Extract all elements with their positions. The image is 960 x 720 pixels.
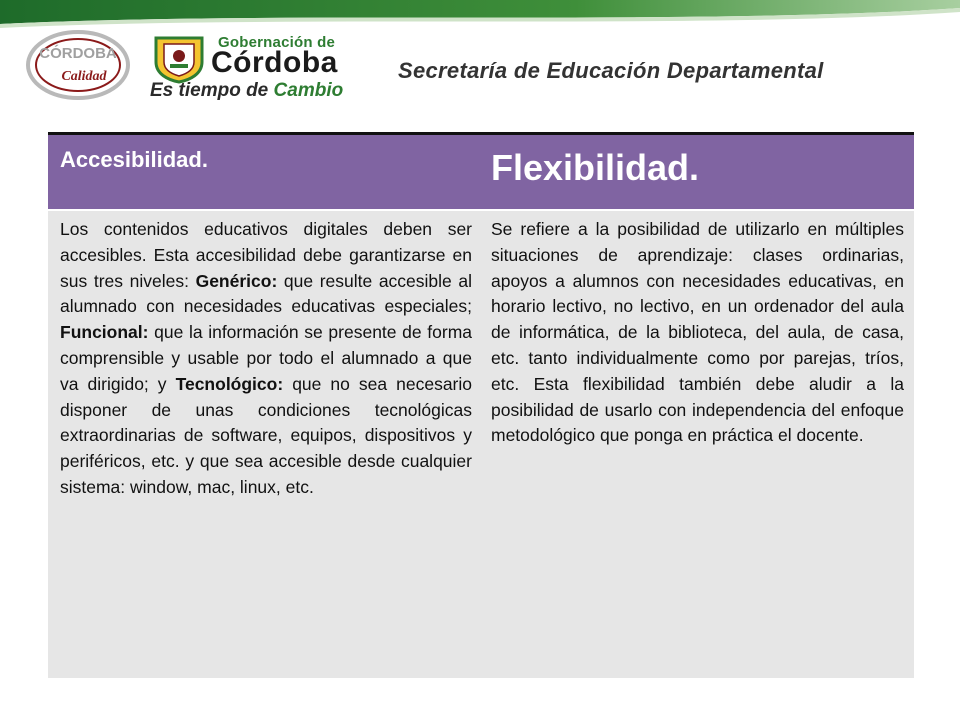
slogan-prefix: Es tiempo de	[150, 80, 274, 101]
header-flexibilidad: Flexibilidad.	[491, 147, 700, 188]
text-segment: que no sea necesario disponer de unas condiciones tecnológicas extraordinarias de software, equipos, dispositivos y periféricos, etc. y que sea accesible desde cualquier sistema: window, mac, linux, etc.	[60, 373, 472, 497]
table-body-row	[48, 209, 914, 678]
header-accesibilidad: Accesibilidad.	[60, 147, 208, 172]
gobernacion-label: Gobernación de	[218, 34, 335, 51]
coat-of-arms-icon	[150, 34, 208, 84]
slogan-accent: Cambio	[273, 80, 344, 101]
table-header-row	[48, 135, 914, 209]
cordoba-calidad-seal-icon	[22, 28, 134, 102]
flexibilidad-description: Se refiere a la posibilidad de utilizarlo en múltiples situaciones de aprendizaje: clases ordinarias, apoyos a alumnos con necesidades educativas, en horario lectivo, no lectivo, en un ordenador del aula de informática, de la biblioteca, del aula, de casa, etc. tanto individualmente como por parejas, tríos, etc. Esta flexibilidad también debe aludir a la posibilidad de usarlo con independencia del enfoque metodológico que ponga en práctica el docente.	[491, 219, 904, 446]
secretaria-title: Secretaría de Educación Departamental	[398, 58, 824, 83]
text-segment: Los contenidos educativos digitales deben ser accesibles. Esta accesibilidad debe garantizarse en sus tres niveles:	[60, 219, 472, 291]
seal-text-bottom: Calidad	[61, 69, 107, 84]
bold-funcional: Funcional:	[60, 322, 149, 343]
bold-generico: Genérico:	[195, 270, 278, 291]
bold-tecnologico: Tecnológico:	[175, 373, 284, 394]
cordoba-label: Córdoba	[211, 46, 338, 79]
text-segment: que la información se presente de forma comprensible y usable por todo el alumnado a que va dirigido; y	[60, 322, 472, 394]
seal-text-top: CÓRDOBA	[39, 45, 117, 62]
slogan	[150, 80, 343, 102]
accesibilidad-description	[60, 217, 472, 501]
comparison-table	[48, 132, 914, 678]
text-segment: que resulte accesible al alumnado con necesidades educativas especiales;	[60, 270, 473, 317]
